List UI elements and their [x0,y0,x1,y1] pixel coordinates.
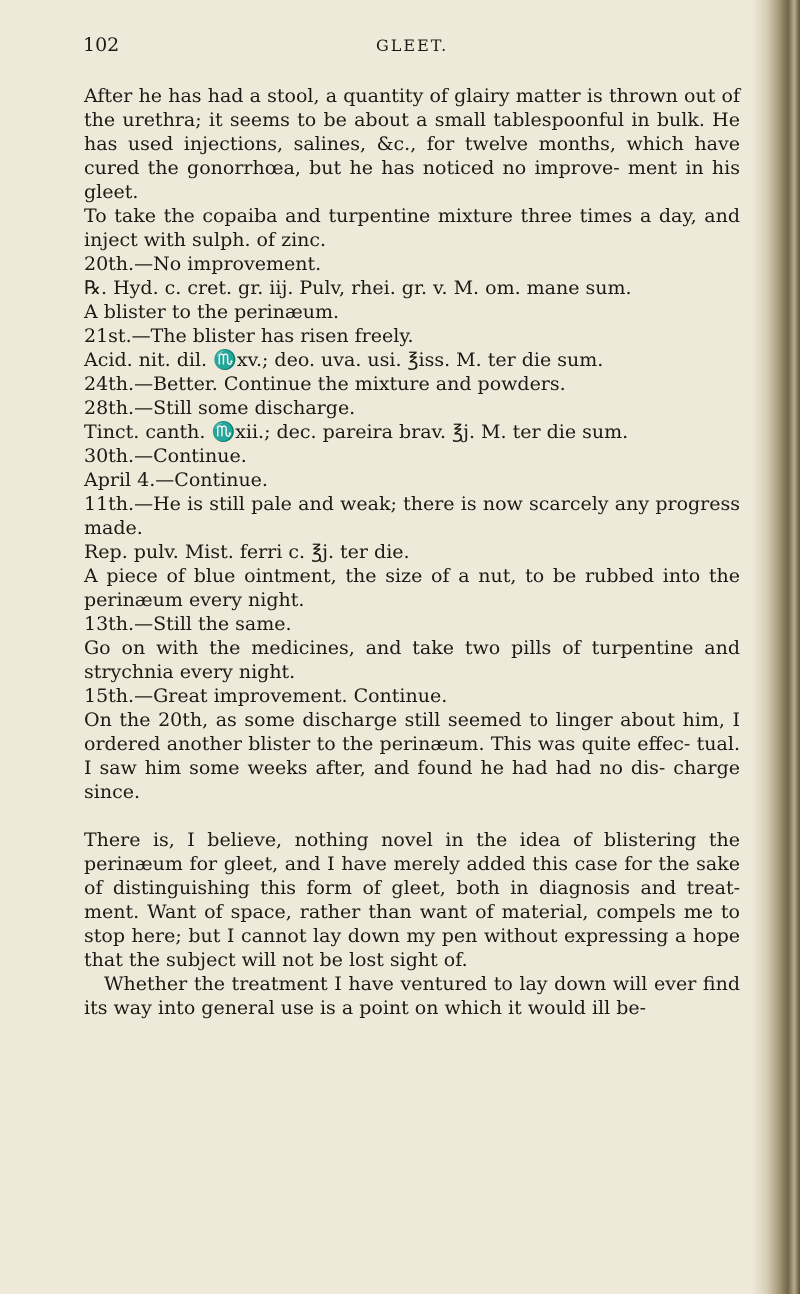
paragraph-8: 24th.—Better. Continue the mixture and powders. [84,373,566,395]
paragraph-18: 15th.—Great improvement. Continue. [84,685,448,707]
paragraph-1: After he has had a stool, a quantity of glairy matter is thrown out of the urethra; it seems to be about a small tablespoonful in bulk. He has used injections, salines, &c., for twelve months, which have cured the gonorrhœa, but he has noticed no improve- ment in his gleet. [84,85,740,203]
paragraph-17: Go on with the medicines, and take two pills of turpentine and strychnia every night. [84,637,740,683]
page-gutter-shadow [752,0,800,1294]
paragraph-10: Tinct. canth. ♏xii.; dec. pareira brav. ℥j. M. ter die sum. [84,421,629,443]
paragraph-16: 13th.—Still the same. [84,613,292,635]
paragraph-9: 28th.—Still some discharge. [84,397,356,419]
paragraph-14: Rep. pulv. Mist. ferri c. ℥j. ter die. [84,541,410,563]
running-head [83,34,743,58]
paragraph-15: A piece of blue ointment, the size of a nut, to be rubbed into the perinæum every night. [84,565,740,611]
paragraph-4: ℞. Hyd. c. cret. gr. iij. Pulv, rhei. gr. v. M. om. mane sum. [84,277,632,299]
paragraph-11: 30th.—Continue. [84,445,247,467]
paragraph-6: 21st.—The blister has risen freely. [84,325,414,347]
paragraph-19: On the 20th, as some discharge still seemed to linger about him, I ordered another blister to the perinæum. This was quite effec- tual. I saw him some weeks after, and found he had had no dis- charge since. [84,709,740,803]
paragraph-5: A blister to the perinæum. [84,301,340,323]
paragraph-3: 20th.—No improvement. [84,253,322,275]
paragraph-21: Whether the treatment I have ventured to lay down will ever find its way into general use is a point on which it would ill be- [84,973,740,1019]
body-text [84,84,740,1020]
paragraph-13: 11th.—He is still pale and weak; there is now scarcely any progress made. [84,493,740,539]
paragraph-2: To take the copaiba and turpentine mixture three times a day, and inject with sulph. of zinc. [84,205,740,251]
paragraph-12: April 4.—Continue. [84,469,268,491]
paragraph-20: There is, I believe, nothing novel in the idea of blistering the perinæum for gleet, and I have merely added this case for the sake of distinguishing this form of gleet, both in diagnosis and treat- ment. Want of space, rather than want of material, compels me to stop here; but I cannot lay down my pen without expressing a hope that the subject will not be lost sight of. [84,829,740,971]
page-number: 102 [83,34,120,56]
paragraph-7: Acid. nit. dil. ♏xv.; deo. uva. usi. ℥iss. M. ter die sum. [84,349,604,371]
running-title: GLEET. [376,36,449,55]
